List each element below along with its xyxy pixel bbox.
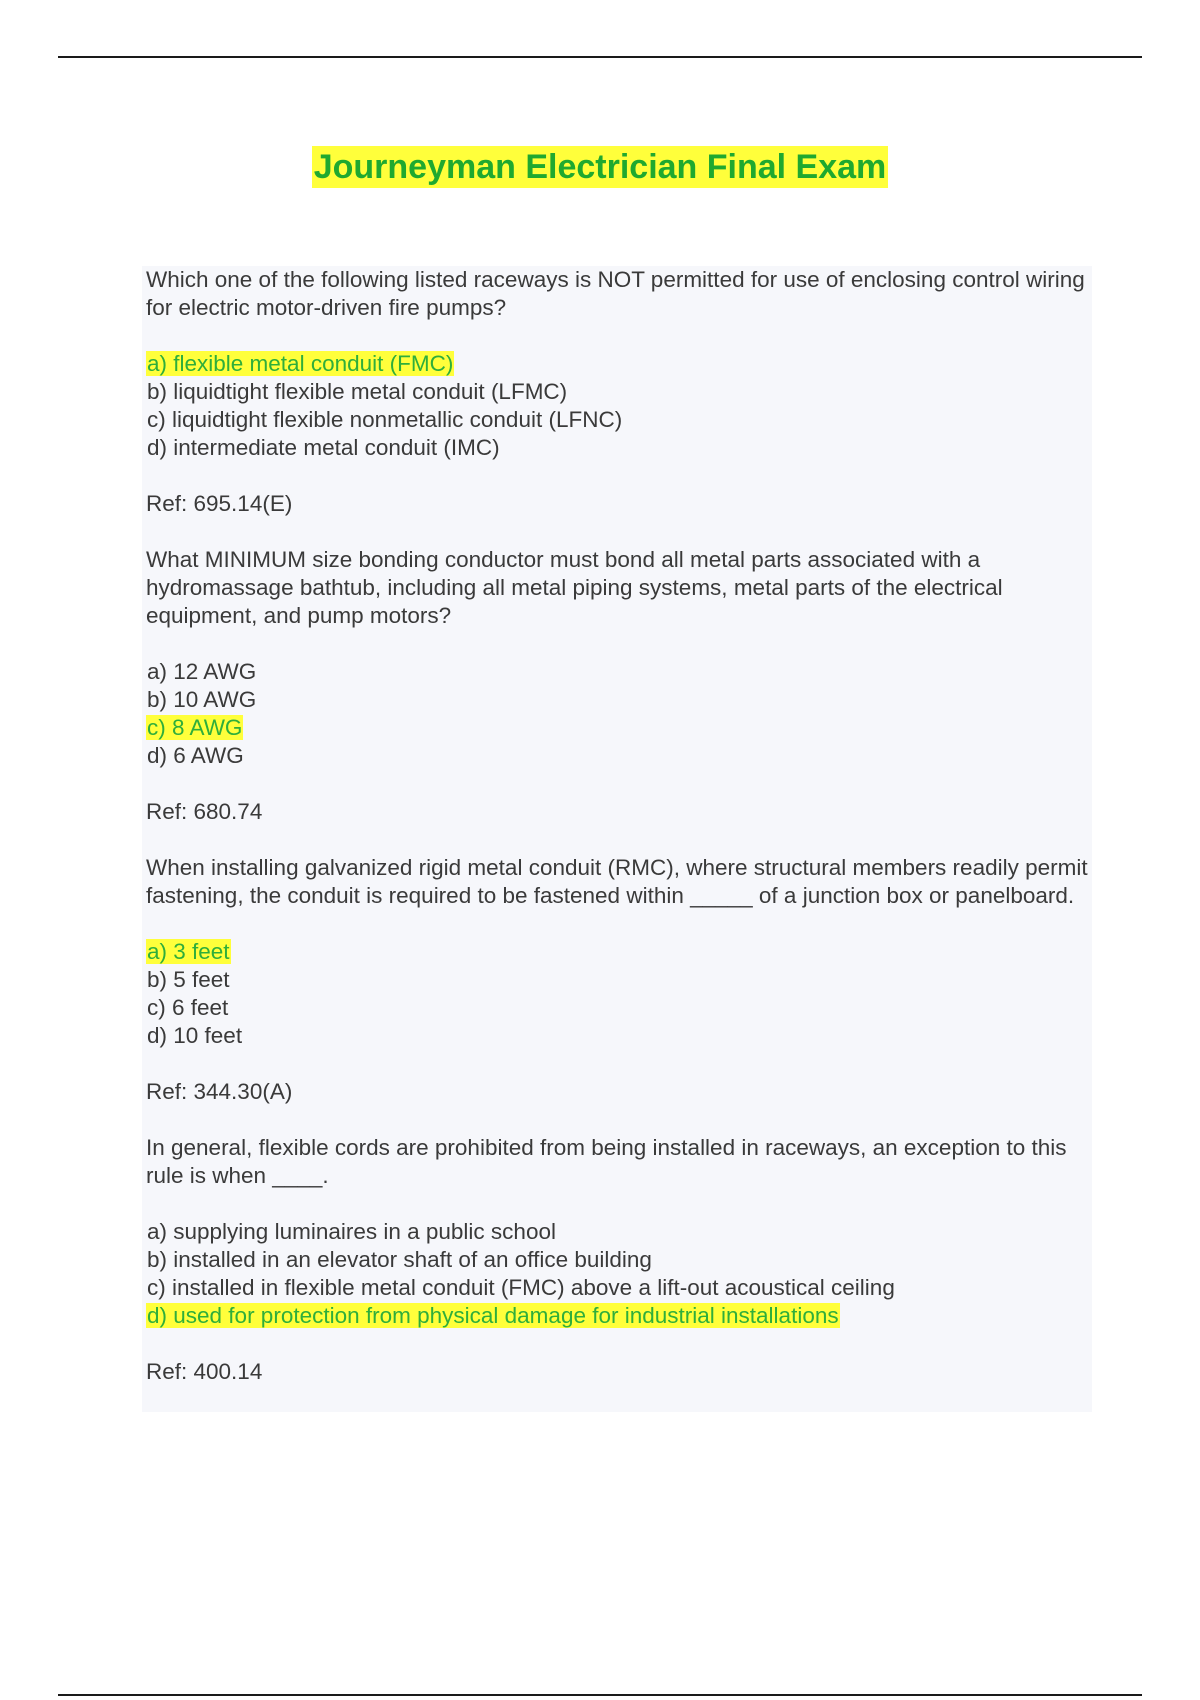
answer-option (146, 994, 1090, 1022)
answer-option (146, 1218, 1090, 1246)
answer-option (146, 1022, 1090, 1050)
answer-option (146, 1274, 1090, 1302)
bottom-rule (58, 1694, 1142, 1696)
answer-option (146, 686, 1090, 714)
answer-option-text: b) 5 feet (147, 967, 230, 992)
answer-option (146, 966, 1090, 994)
answer-option-text: c) liquidtight flexible nonmetallic conduit (LFNC) (147, 407, 623, 432)
question-block-2 (146, 546, 1090, 826)
reference-text: Ref: 344.30(A) (146, 1079, 293, 1104)
answer-option-text: c) 6 feet (147, 995, 229, 1020)
question-text: Which one of the following listed raceways is NOT permitted for use of enclosing control wiring for electric motor-driven fire pumps? (146, 267, 1085, 320)
correct-answer-option (146, 938, 1090, 966)
page-title: Journeyman Electrician Final Exam (313, 148, 887, 186)
question-block-4 (146, 1134, 1090, 1386)
answer-option (146, 434, 1090, 462)
answer-option-text: a) supplying luminaires in a public school (147, 1219, 556, 1244)
answer-option-text: b) liquidtight flexible metal conduit (LFMC) (147, 379, 568, 404)
answer-option-text: b) installed in an elevator shaft of an office building (147, 1247, 652, 1272)
answer-option (146, 378, 1090, 406)
answer-option (146, 658, 1090, 686)
question-text: What MINIMUM size bonding conductor must bond all metal parts associated with a hydromassage bathtub, including all metal piping systems, metal parts of the electrical equipment, and pump motors? (146, 547, 1003, 628)
question-block-3 (146, 854, 1090, 1106)
answer-option-text: d) used for protection from physical damage for industrial installations (147, 1303, 839, 1328)
exam-content (142, 266, 1092, 1412)
question-block-1 (146, 266, 1090, 518)
top-rule (58, 56, 1142, 58)
answer-option (146, 1246, 1090, 1274)
answer-option-text: d) 10 feet (147, 1023, 243, 1048)
title-container (0, 146, 1200, 188)
correct-answer-option (146, 1302, 1090, 1330)
answer-option (146, 742, 1090, 770)
reference-text: Ref: 400.14 (146, 1359, 263, 1384)
answer-option-text: c) 8 AWG (147, 715, 243, 740)
correct-answer-option (146, 714, 1090, 742)
reference-text: Ref: 680.74 (146, 799, 263, 824)
answer-option-text: d) intermediate metal conduit (IMC) (147, 435, 500, 460)
question-text: In general, flexible cords are prohibited from being installed in raceways, an exception to this rule is when ____. (146, 1135, 1067, 1188)
answer-option (146, 406, 1090, 434)
answer-option-text: a) 12 AWG (147, 659, 257, 684)
question-text: When installing galvanized rigid metal conduit (RMC), where structural members readily permit fastening, the conduit is required to be fastened within _____ of a junction box or panelboard. (146, 855, 1088, 908)
answer-option-text: a) flexible metal conduit (FMC) (147, 351, 454, 376)
reference-text: Ref: 695.14(E) (146, 491, 293, 516)
answer-option-text: a) 3 feet (147, 939, 230, 964)
answer-option-text: d) 6 AWG (147, 743, 244, 768)
correct-answer-option (146, 350, 1090, 378)
answer-option-text: c) installed in flexible metal conduit (FMC) above a lift-out acoustical ceiling (147, 1275, 895, 1300)
answer-option-text: b) 10 AWG (147, 687, 257, 712)
